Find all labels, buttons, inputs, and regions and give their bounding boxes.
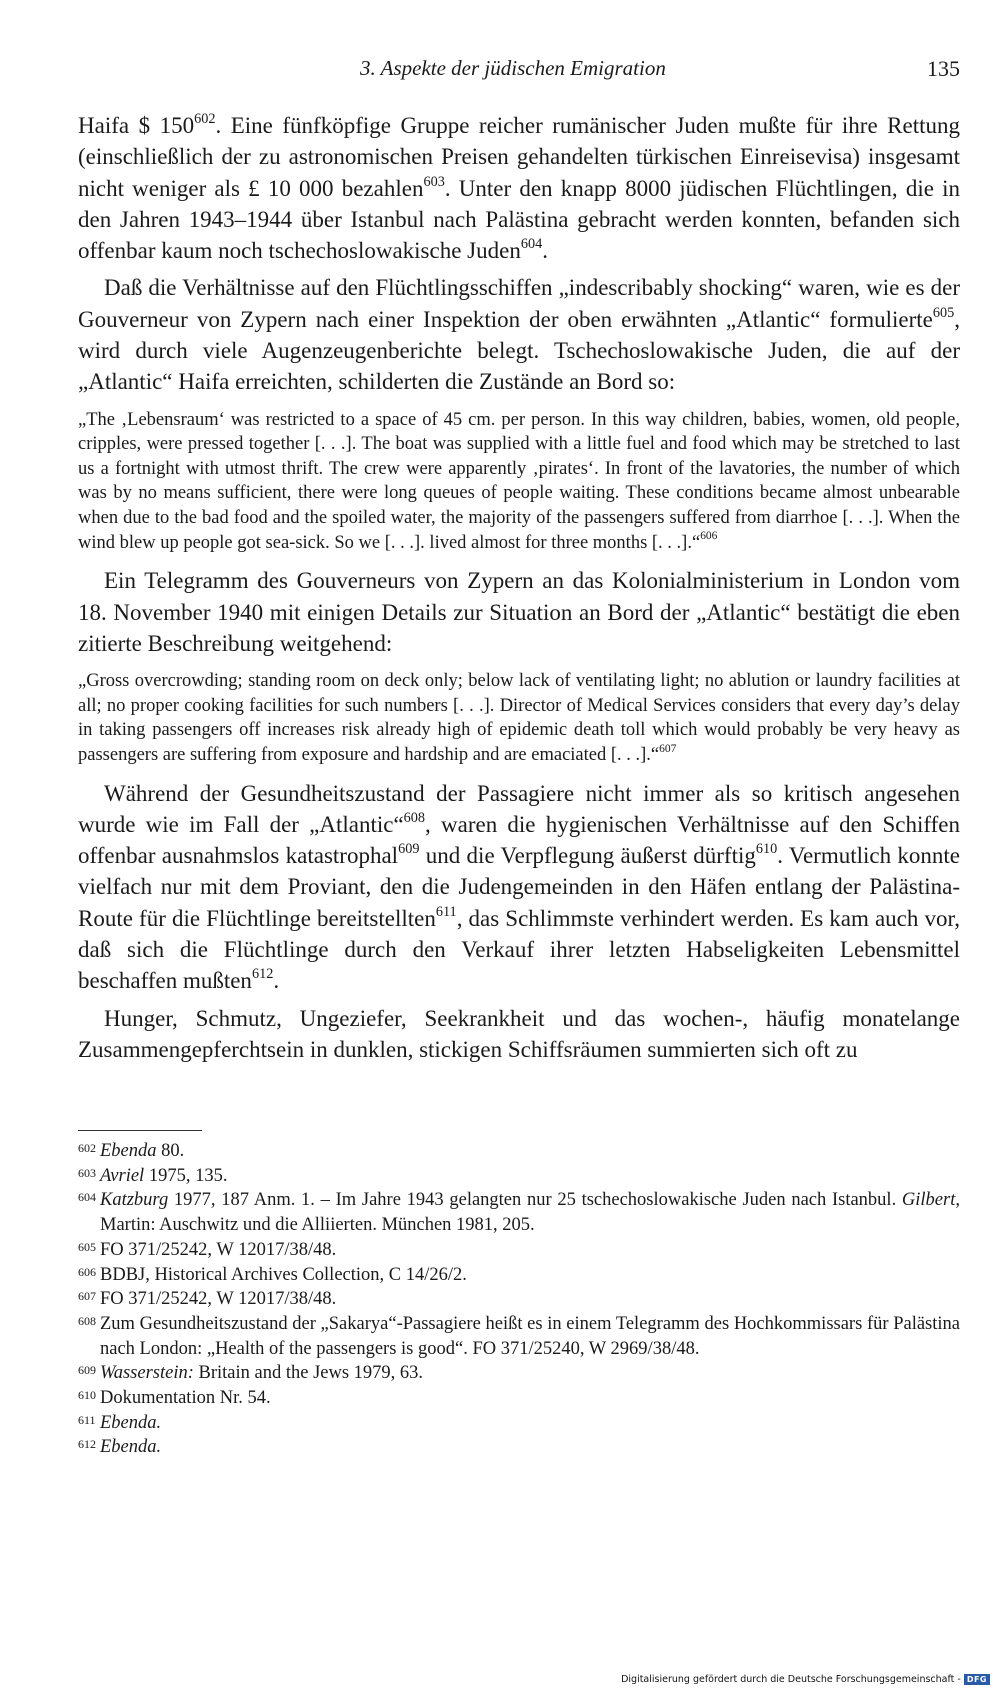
footnote-text <box>100 1287 960 1312</box>
footnote-number: 605 <box>78 1239 96 1254</box>
footnote-number: 603 <box>78 1165 96 1180</box>
footnote-ref: 607 <box>659 742 677 755</box>
text-run: Dokumentation Nr. 54. <box>100 1388 271 1409</box>
footnote <box>78 1411 960 1436</box>
footnote <box>78 1435 960 1460</box>
footnote <box>78 1386 960 1411</box>
footnote-text <box>100 1411 960 1436</box>
page-number: 135 <box>927 56 960 81</box>
footnote-ref: 602 <box>194 110 216 127</box>
footnote-number: 610 <box>78 1388 96 1403</box>
text-run: BDBJ, Historical Archives Collection, C 14/26/2. <box>100 1264 467 1285</box>
credit-text: Digitalisierung gefördert durch die Deutsche Forschungsgemeinschaft - <box>621 1674 961 1685</box>
footnote-ref: 604 <box>520 236 543 253</box>
text-run: . Unter den knapp 8000 jüdischen Flüchtlingen, die in den Jahren 1943–1944 über Istanbul nach Palästina gebracht werden konnten, befanden sich offenbar kaum noch tschechoslowakische Juden <box>78 175 960 264</box>
footnote-text <box>100 1386 960 1411</box>
footnote <box>78 1188 960 1237</box>
digitization-credit <box>621 1674 990 1685</box>
text-run: „Gross overcrowding; standing room on deck only; below lack of ventilating light; no ablution or laundry facilities at all; no proper cooking facilities for such numbers [. . .]. Director of Medical Services considers that every day’s delay in taking passengers off increases risk already high of epidemic death toll which would probably be very heavy as passengers are suffering from exposure and hardship and are emaciated [. . .].“ <box>78 671 960 765</box>
italic-text: Gilbert, <box>901 1190 960 1211</box>
footnote-ref: 610 <box>755 841 778 858</box>
text-run: Hunger, Schmutz, Ungeziefer, Seekrankheit und das wochen-, häufig monatelange Zusammengepferchtsein in dunklen, stickigen Schiffsräumen summierten sich oft zu <box>78 1005 960 1062</box>
footnote-ref: 608 <box>403 809 426 826</box>
text-run: Britain and the Jews 1979, 63. <box>193 1363 424 1384</box>
text-run: Zum Gesundheitszustand der „Sakarya“-Passagiere heißt es in einem Telegramm des Hochkommissars für Palästina nach London: „Health of the passengers is good“. FO 371/25240, W 2969/38/48. <box>100 1313 960 1359</box>
footnote-text <box>100 1139 960 1164</box>
footnote-text <box>100 1238 960 1263</box>
paragraph <box>78 778 960 997</box>
paragraph <box>78 565 960 659</box>
text-run: 1975, 135. <box>144 1165 228 1186</box>
footnote-number: 604 <box>78 1190 96 1205</box>
text-run: und die Verpflegung äußerst dürftig <box>419 843 756 869</box>
text-run: . Vermutlich konnte vielfach nur mit dem Proviant, den die Judengemeinden in den Häfen entlang der Palästina-Route für die Flüchtlinge bereitstellten <box>78 843 960 931</box>
text-run: . <box>542 238 548 264</box>
footnote-text <box>100 1312 960 1361</box>
text-run: . Eine fünfköpfige Gruppe reicher rumänischer Juden mußte für ihre Rettung (einschließlich der zu astronomischen Preisen gehandelten türkischen Einreisevisa) insgesamt nicht weniger als £ 10 000 bezahlen <box>78 113 961 201</box>
footnote <box>78 1263 960 1288</box>
text-run: , waren die hygienischen Verhältnisse auf den Schiffen offenbar ausnahmslos katastrophal <box>78 811 960 869</box>
footnotes <box>78 1139 960 1460</box>
footnote-text <box>100 1435 960 1460</box>
footnote <box>78 1361 960 1386</box>
footnote-number: 608 <box>78 1313 96 1328</box>
text-run: Haifa $ 150 <box>78 113 195 138</box>
footnote-separator <box>78 1130 202 1131</box>
footnote <box>78 1238 960 1263</box>
text-run: Daß die Verhältnisse auf den Flüchtlingsschiffen „indescribably shocking“ waren, wie es der Gouverneur von Zypern nach einer Inspektion der oben erwähnten „Atlantic“ formulierte <box>78 275 960 332</box>
footnote-ref: 603 <box>423 173 445 190</box>
running-head: 3. Aspekte der jüdischen Emigration <box>360 56 666 80</box>
text-run: . <box>273 968 280 994</box>
dfg-logo: DFG <box>964 1674 990 1685</box>
text-run: Martin: Auschwitz und die Alliierten. München 1981, 205. <box>100 1215 535 1236</box>
footnote <box>78 1139 960 1164</box>
main-text <box>78 110 960 1065</box>
paragraph <box>78 272 960 397</box>
footnote-text <box>100 1263 960 1288</box>
footnote-number: 612 <box>78 1437 96 1452</box>
footnote-number: 611 <box>78 1412 96 1427</box>
italic-text: Katzburg <box>100 1190 169 1211</box>
text-run: FO 371/25242, W 12017/38/48. <box>100 1239 337 1260</box>
footnote-number: 607 <box>78 1289 96 1304</box>
italic-text: Ebenda. <box>100 1437 162 1458</box>
footnote-ref: 611 <box>435 903 457 920</box>
italic-text: Avriel <box>100 1165 145 1186</box>
text-run: , wird durch viele Augenzeugenberichte belegt. Tschechoslowakische Juden, die auf der „Atlantic“ Haifa erreichten, schilderten die Zustände an Bord so: <box>78 306 960 395</box>
footnote-text <box>100 1188 960 1237</box>
page-header <box>78 56 960 88</box>
footnote-ref: 609 <box>398 841 420 858</box>
footnote-text <box>100 1164 960 1189</box>
paragraph <box>78 110 960 266</box>
italic-text: Ebenda. <box>100 1412 162 1433</box>
text-run: Ein Telegramm des Gouverneurs von Zypern an das Kolonialministerium in London vom 18. November 1940 mit einigen Details zur Situation an Bord der „Atlantic“ bestätigt die eben zitierte Beschreibung weitgehend: <box>78 568 960 656</box>
footnote-text <box>100 1361 960 1386</box>
footnote-ref: 612 <box>251 966 274 983</box>
footnote <box>78 1287 960 1312</box>
footnote <box>78 1164 960 1189</box>
footnote-ref: 606 <box>700 530 718 543</box>
text-run: Während der Gesundheitszustand der Passagiere nicht immer als so kritisch angesehen wurde wie im Fall der „Atlantic“ <box>78 780 960 837</box>
italic-text: Ebenda <box>100 1141 157 1161</box>
footnote-number: 602 <box>78 1141 96 1155</box>
footnote-ref: 605 <box>932 304 955 321</box>
block-quote <box>78 408 960 556</box>
text-run: 1977, 187 Anm. 1. – Im Jahre 1943 gelangten nur 25 tschechoslowakische Juden nach Istanbul. <box>168 1190 902 1211</box>
paragraph <box>78 1003 960 1066</box>
text-run: „The ‚Lebensraum‘ was restricted to a space of 45 cm. per person. In this way children, babies, women, old people, cripples, were pressed together [. . .]. The boat was supplied with a little fuel and food which may be stretched to last us a fortnight with utmost thrift. The crew were apparently ‚pirates‘. In front of the lavatories, the number of which was by no means sufficient, there were long queues of people waiting. These conditions became almost unbearable when due to the bad food and the spoiled water, the majority of the passengers suffered from diarrhoe [. . .]. When the wind blew up people got sea-sick. So we [. . .]. lived almost for three months [. . .].“ <box>78 409 960 553</box>
text-run: 80. <box>156 1141 185 1161</box>
text-run: , das Schlimmste verhindert werden. Es kam auch vor, daß sich die Flüchtlinge durch den Verkauf ihrer letzten Habseligkeiten Lebensmittel beschaffen mußten <box>78 905 960 994</box>
block-quote <box>78 669 960 767</box>
italic-text: Wasserstein: <box>100 1363 194 1384</box>
footnote-number: 609 <box>78 1363 96 1378</box>
text-run: FO 371/25242, W 12017/38/48. <box>100 1289 337 1310</box>
footnote-number: 606 <box>78 1264 96 1279</box>
footnote <box>78 1312 960 1361</box>
